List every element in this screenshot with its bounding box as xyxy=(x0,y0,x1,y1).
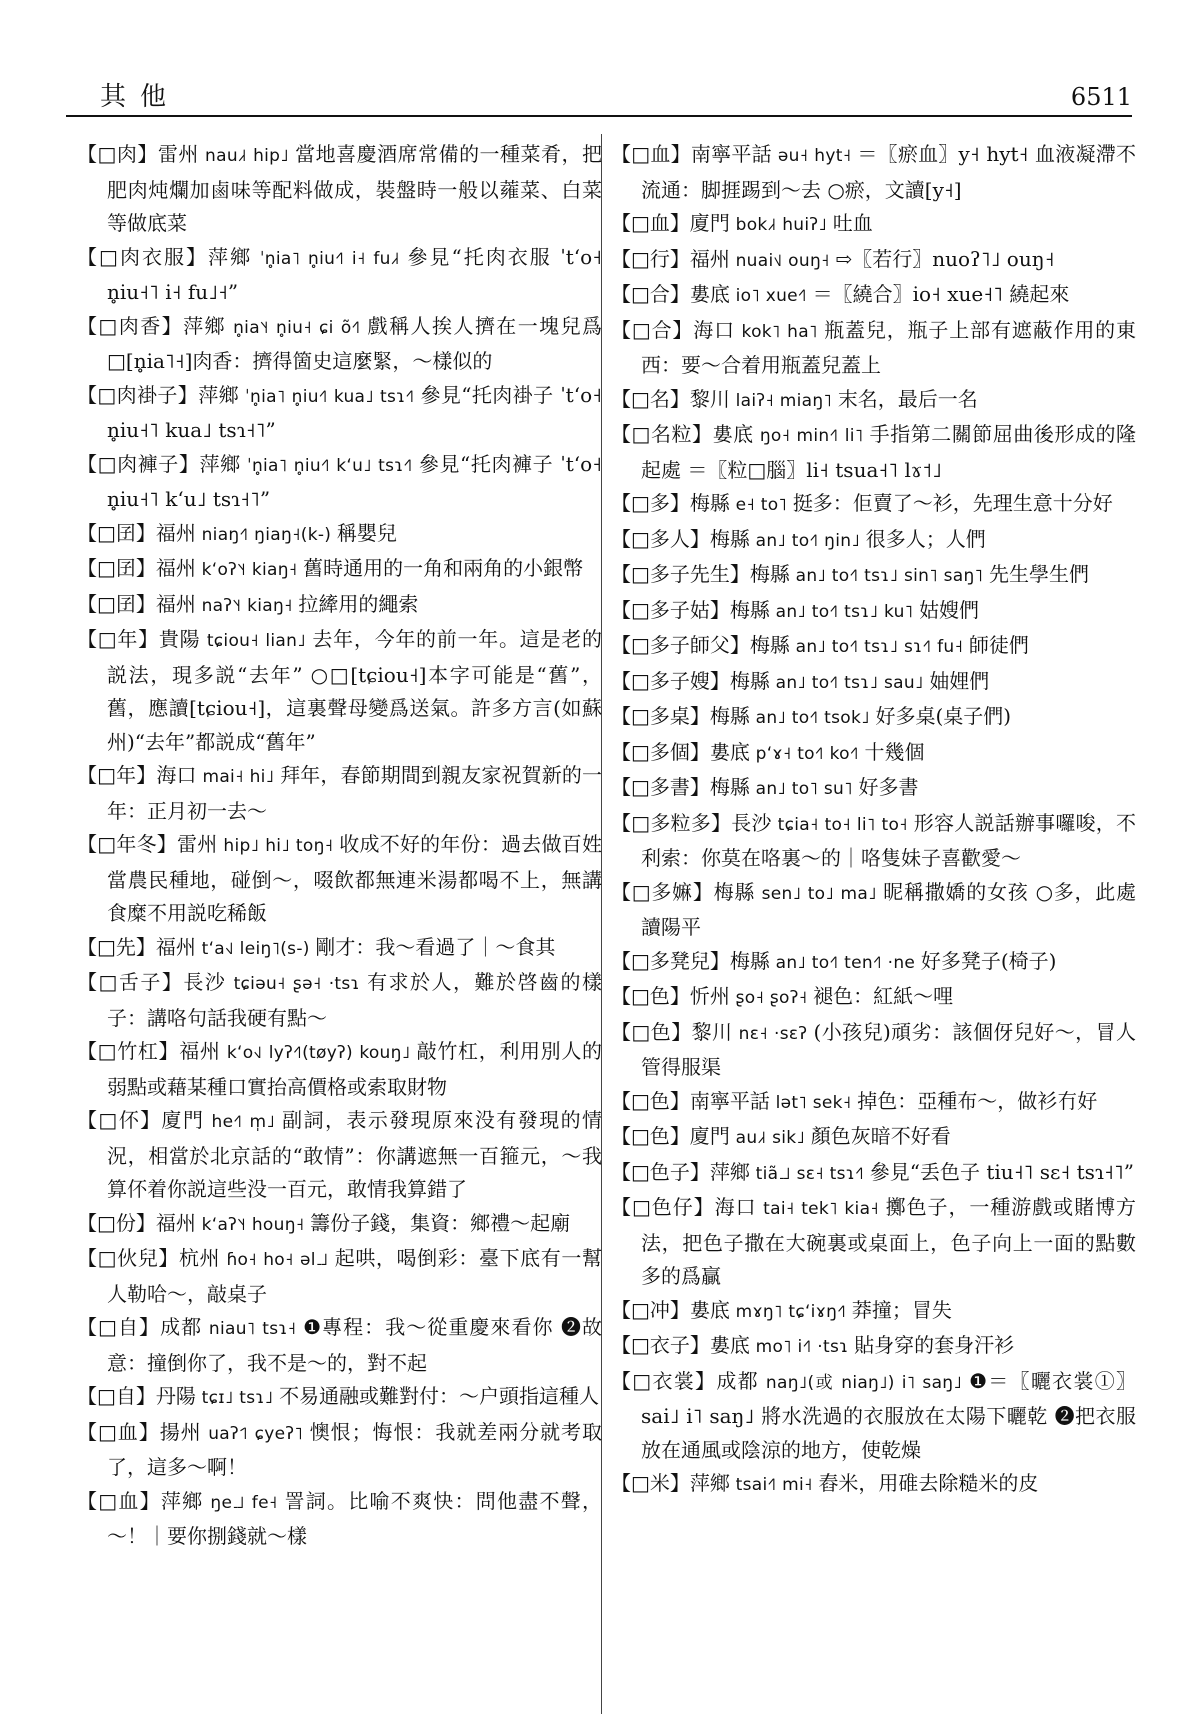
entry-headword: 【□色】 xyxy=(611,984,690,1008)
dictionary-entry xyxy=(611,487,1136,523)
entry-headword: 【□自】 xyxy=(77,1315,161,1339)
entry-phonetic: tiã˩˩ sɛ˧ tsɿ˧˥ xyxy=(749,1163,870,1184)
entry-definition: 懊恨；悔恨：我就差兩分就考取了，這多～啊！ xyxy=(107,1419,602,1479)
entry-definition: 舊時通用的一角和兩角的小銀幣 xyxy=(303,556,584,580)
entry-phonetic: tai˧ tek˥ kia˧ xyxy=(756,1199,886,1219)
entry-dialect: 黎川 xyxy=(689,386,730,411)
entry-definition: 參見“托肉褂子 ˈtʻo˧ n̥iu˧˥ kua˩ tsɿ˧˥” xyxy=(107,382,602,442)
entry-definition: 起哄，喝倒彩：臺下底有一幫人勒哈～，敲桌子 xyxy=(107,1246,602,1306)
section-title: 其他 xyxy=(100,82,181,112)
entry-dialect: 福州 xyxy=(155,556,196,580)
entry-dialect: 梅縣 xyxy=(749,562,790,586)
entry-headword: 【□多個】 xyxy=(611,739,710,764)
entry-headword: 【□合】 xyxy=(611,317,694,342)
dictionary-entry xyxy=(611,665,1136,701)
entry-definition: ❶專程：我～從重慶來看你 ❷故意：撞倒你了，我不是～的，對不起 xyxy=(107,1315,602,1375)
entry-definition: ＝〖繞合〗io˧ xue˧˥ 繞起來 xyxy=(812,282,1070,306)
entry-headword: 【□名】 xyxy=(611,386,690,411)
entry-phonetic: an˩ to˧˥ tsɿ˩ ku˥ xyxy=(769,601,920,622)
entry-phonetic: ˈn̥ia˥ n̥iu˧˥ kʻu˩ tsɿ˧˥ xyxy=(240,455,419,476)
entry-phonetic: io˥ xue˧˥ xyxy=(729,286,813,306)
entry-headword: 【□色】 xyxy=(611,1019,692,1044)
entry-headword: 【□多書】 xyxy=(611,775,710,799)
entry-dialect: 萍鄉 xyxy=(208,244,253,269)
entry-definition: 去年，今年的前一年。這是老的説法，現多説“去年” ○□[tɕiou˧]本字可能是“舊”，舊，應讀[tɕiou˧]，這裏聲母變爲送氣。許多方言(如蘇州)“去年”都説成“舊年” xyxy=(107,627,602,754)
running-header xyxy=(66,82,1132,112)
entry-headword: 【□年冬】 xyxy=(77,832,178,856)
entry-definition: 好多桌(桌子們) xyxy=(875,704,1012,728)
entry-phonetic: naʔ˥˧ kiaŋ˧ xyxy=(195,595,299,616)
entry-phonetic: əu˧ hyt˧ xyxy=(771,146,858,166)
entry-dialect: 福州 xyxy=(155,934,196,959)
entry-definition: 很多人；人們 xyxy=(865,526,986,551)
entry-phonetic: tɕiəu˧ ʂə˧ ·tsɿ xyxy=(226,974,368,994)
entry-dialect: 海口 xyxy=(693,317,735,342)
entry-definition: 吐血 xyxy=(832,211,873,235)
dictionary-entry xyxy=(611,383,1136,419)
entry-headword: 【□肉褂子】 xyxy=(77,382,199,407)
header-rule xyxy=(66,115,1132,117)
entry-dialect: 萍鄉 xyxy=(198,382,239,407)
dictionary-entry xyxy=(77,588,602,624)
dictionary-entry xyxy=(611,1365,1136,1468)
entry-dialect: 長沙 xyxy=(731,810,772,835)
entry-dialect: 海口 xyxy=(714,1195,757,1219)
entry-dialect: 雷州 xyxy=(157,142,199,166)
entry-dialect: 南寧平話 xyxy=(689,1088,770,1113)
dictionary-entry xyxy=(77,448,602,517)
entry-dialect: 成都 xyxy=(160,1315,203,1339)
entry-definition: 妯娌們 xyxy=(929,668,990,693)
entry-headword: 【□衣裳】 xyxy=(611,1368,717,1393)
entry-phonetic: an˩ to˧˥ ten˧˥ ·ne xyxy=(769,952,921,973)
entry-phonetic: n̥ia˥˧ n̥iu˧ ɕi õ˧˥ xyxy=(225,317,368,338)
entry-headword: 【□年】 xyxy=(77,627,159,651)
entry-phonetic: ɦo˧ ho˧ əl˩˩ xyxy=(220,1250,335,1270)
entry-headword: 【□血】 xyxy=(77,1488,161,1513)
entry-phonetic: lət˥ sek˧ xyxy=(769,1092,858,1113)
entry-phonetic: tsai˧˥ mi˧ xyxy=(729,1475,819,1495)
left-column xyxy=(77,138,602,1708)
entry-definition: 不易通融或難對付：～户頭指這種人 xyxy=(279,1384,600,1408)
entry-headword: 【□先】 xyxy=(77,934,156,959)
entry-dialect: 貴陽 xyxy=(158,627,201,651)
entry-phonetic: au˩˧ sik˩ xyxy=(729,1128,811,1148)
entry-dialect: 黎川 xyxy=(691,1019,733,1044)
entry-phonetic: an˩ to˧˥ tsɿ˩ sau˩ xyxy=(769,672,930,693)
dictionary-entry xyxy=(77,1104,602,1207)
entry-definition: 先生學生們 xyxy=(988,562,1089,586)
entry-dialect: 南寧平話 xyxy=(690,142,772,166)
entry-phonetic: kʻaʔ˥˧ houŋ˧ xyxy=(195,1214,311,1235)
entry-headword: 【□色仔】 xyxy=(611,1195,715,1219)
entry-headword: 【□合】 xyxy=(611,282,690,306)
entry-dialect: 廈門 xyxy=(689,211,730,235)
dictionary-entry xyxy=(611,138,1136,207)
entry-dialect: 廈門 xyxy=(161,1108,205,1132)
dictionary-entry xyxy=(77,552,602,588)
dictionary-entry xyxy=(611,558,1136,594)
entry-definition: 敲竹杠，利用別人的弱點或藉某種口實抬高價格或索取財物 xyxy=(107,1039,602,1099)
entry-phonetic: an˩ to˥ su˥ xyxy=(749,779,859,799)
entry-phonetic: he˧˥ m̩˩ xyxy=(204,1112,283,1132)
entry-dialect: 福州 xyxy=(689,246,730,271)
entry-headword: 【□舌子】 xyxy=(77,970,184,994)
entry-phonetic: uaʔ˦˥ ɕyeʔ˥ xyxy=(201,1423,310,1444)
entry-headword: 【□血】 xyxy=(611,142,691,166)
dictionary-entry xyxy=(611,594,1136,630)
entry-definition: ＝〖瘀血〗y˧ hyt˧ 血液凝滯不流通：脚捱踢到～去 ○瘀，文讀[y˧] xyxy=(641,142,1136,202)
entry-definition: 有求於人，難於啓齒的樣子：講咯句話我硬有點～ xyxy=(107,970,602,1030)
dictionary-entry xyxy=(611,418,1136,487)
entry-phonetic: tɕɪ˩ tsɿ˩ xyxy=(195,1388,280,1408)
entry-definition: 師徒們 xyxy=(968,633,1029,657)
dictionary-entry xyxy=(611,1294,1136,1330)
entry-definition: 顏色灰暗不好看 xyxy=(810,1124,951,1148)
dictionary-entry xyxy=(77,1207,602,1243)
entry-definition: 舂米，用碓去除糙米的皮 xyxy=(818,1471,1039,1495)
dictionary-entry xyxy=(611,1016,1136,1085)
entry-phonetic: ŋe˩˩ fe˧ xyxy=(203,1492,285,1513)
entry-definition: ⇨〖若行〗nuoʔ˥˩ ouŋ˧ xyxy=(835,246,1055,271)
entry-phonetic: niaŋ˧˥ ŋiaŋ˧(k-) xyxy=(195,524,337,545)
entry-definition: 莽撞；冒失 xyxy=(851,1297,952,1322)
dictionary-entry xyxy=(77,379,602,448)
entry-definition: 當地喜慶酒席常備的一種菜肴，把肥肉炖爛加鹵味等配料做成，裝盤時一般以蕹菜、白菜等做底菜 xyxy=(107,142,602,235)
entry-headword: 【□衣子】 xyxy=(611,1333,710,1357)
entry-definition: (小孩兒)頑劣：該個伢兒好～，冒人管得服渠 xyxy=(641,1019,1136,1079)
dictionary-entry xyxy=(77,1311,602,1380)
entry-dialect: 長沙 xyxy=(183,970,227,994)
entry-phonetic: e˧ to˥ xyxy=(729,495,793,515)
entry-headword: 【□肉香】 xyxy=(77,313,184,338)
dictionary-entry xyxy=(77,1242,602,1311)
entry-headword: 【□肉】 xyxy=(77,142,158,166)
dictionary-entry xyxy=(77,1380,602,1416)
entry-definition: 剛才：我～看過了｜～食其 xyxy=(315,934,556,959)
entry-phonetic: laiʔ˧ miaŋ˥ xyxy=(729,390,838,411)
dictionary-entry xyxy=(77,828,602,931)
entry-dialect: 梅縣 xyxy=(729,597,770,622)
dictionary-entry xyxy=(611,700,1136,736)
entry-dialect: 婁底 xyxy=(689,1297,730,1322)
entry-definition: 末名，最后一名 xyxy=(837,386,978,411)
entry-definition: 好多凳子(椅子) xyxy=(920,948,1057,973)
entry-phonetic: an˩ to˧˥ tsok˩ xyxy=(749,708,876,728)
entry-phonetic: an˩ to˧˥ tsɿ˩ sɿ˧˥ fu˧ xyxy=(789,637,969,657)
page-number: 6511 xyxy=(1070,83,1132,111)
entry-phonetic: hip˩ hi˩ toŋ˧ xyxy=(217,836,340,856)
entry-headword: 【□多】 xyxy=(611,491,690,515)
entry-definition: 副詞，表示發現原來没有發現的情況，相當於北京話的“敢情”：你講遮無一百箍元，～我算伓着你説這些没一百元，敢情我算錯了 xyxy=(107,1108,602,1201)
entry-phonetic: bok˩˧ huiʔ˩ xyxy=(729,215,833,235)
entry-dialect: 萍鄉 xyxy=(199,451,241,476)
entry-definition: 瓶蓋兒，瓶子上部有遮蔽作用的東西：要～合着用瓶蓋兒蓋上 xyxy=(641,317,1136,377)
entry-headword: 【□多粒多】 xyxy=(611,810,732,835)
dictionary-entry xyxy=(77,310,602,379)
entry-definition: 形容人説話辦事囉唆，不利索：你莫在咯裏～的｜咯隻妹子喜歡愛～ xyxy=(641,810,1136,870)
entry-dialect: 梅縣 xyxy=(709,526,750,551)
entry-phonetic: nɛ˧ ·sɛʔ xyxy=(732,1023,814,1044)
entry-definition: 十幾個 xyxy=(864,739,925,764)
dictionary-entry xyxy=(77,1416,602,1485)
entry-dialect: 福州 xyxy=(155,591,196,616)
entry-phonetic: kʻo˧˩ lyʔ˧˥(tøyʔ) kouŋ˩ xyxy=(220,1043,417,1063)
entry-headword: 【□多嫲】 xyxy=(611,879,714,904)
entry-definition: 貼身穿的套身汗衫 xyxy=(854,1333,1015,1357)
entry-headword: 【□份】 xyxy=(77,1210,156,1235)
dictionary-entry xyxy=(611,771,1136,807)
entry-definition: 稱嬰兒 xyxy=(336,520,397,545)
dictionary-entry xyxy=(611,243,1136,279)
entry-dialect: 廈門 xyxy=(689,1124,730,1148)
entry-dialect: 梅縣 xyxy=(729,948,770,973)
right-column xyxy=(611,138,1136,1708)
entry-definition: 好多書 xyxy=(858,775,919,799)
entry-headword: 【□竹杠】 xyxy=(77,1039,180,1063)
entry-dialect: 萍鄉 xyxy=(689,1471,730,1495)
entry-definition: 詈詞。比喻不爽快：問他盡不聲，～！｜要你捌錢就～樣 xyxy=(107,1488,602,1548)
entry-phonetic: ʂo˧ ʂoʔ˧ xyxy=(729,988,814,1008)
entry-headword: 【□囝】 xyxy=(77,556,156,580)
entry-headword: 【□多桌】 xyxy=(611,704,710,728)
entry-headword: 【□冲】 xyxy=(611,1297,690,1322)
entry-dialect: 萍鄉 xyxy=(709,1159,750,1184)
entry-definition: 參見“托肉褲子 ˈtʻo˧ n̥iu˧˥ kʻu˩ tsɿ˧˥” xyxy=(107,451,602,511)
entry-dialect: 梅縣 xyxy=(689,491,730,515)
entry-dialect: 梅縣 xyxy=(713,879,756,904)
dictionary-entry xyxy=(77,966,602,1035)
entry-definition: 掉色：亞種布～，做衫冇好 xyxy=(857,1088,1098,1113)
entry-definition: 戲稱人挨人擠在一塊兒爲□[n̥ia˥˧]肉香：擠得箇史這麼緊，～樣似的 xyxy=(107,313,602,373)
dictionary-entry xyxy=(611,980,1136,1016)
entry-dialect: 萍鄉 xyxy=(183,313,226,338)
entry-headword: 【□肉褲子】 xyxy=(77,451,200,476)
entry-phonetic: mo˥ i˧˥ ·tsɿ xyxy=(749,1337,855,1357)
dictionary-entry xyxy=(77,241,602,310)
dictionary-entry xyxy=(77,517,602,553)
entry-phonetic: an˩ to˧˥ tsɿ˩ sin˥ saŋ˥ xyxy=(789,566,989,586)
entry-headword: 【□色】 xyxy=(611,1124,690,1148)
entry-dialect: 海口 xyxy=(156,763,197,787)
entry-headword: 【□自】 xyxy=(77,1384,156,1408)
entry-definition: 褪色：紅紙～哩 xyxy=(813,984,954,1008)
dictionary-entry xyxy=(611,945,1136,981)
dictionary-entry xyxy=(77,1485,602,1554)
entry-headword: 【□囝】 xyxy=(77,520,156,545)
entry-phonetic: mai˧ hi˩ xyxy=(196,767,281,787)
entry-phonetic: sen˩ to˩ ma˩ xyxy=(755,883,884,904)
entry-dialect: 婁底 xyxy=(709,739,750,764)
entry-definition: 拜年，春節期間到親友家祝賀新的一年：正月初一去～ xyxy=(107,763,602,823)
entry-phonetic: ˈn̥ia˥ n̥iu˧˥ i˧ fu˩˧ xyxy=(252,248,408,269)
entry-definition: 手指第二關節屈曲後形成的隆起處 ＝〖粒□腦〗li˧ tsua˧˥ lɤ˦˩ xyxy=(641,422,1136,482)
entry-definition: 挺多：佢賣了～衫，先理生意十分好 xyxy=(792,491,1113,515)
entry-definition: 籌份子錢，集資：鄉禮～起廟 xyxy=(310,1210,571,1235)
entry-definition: ❶＝〖曬衣裳①〗sai˩ i˥ saŋ˩ 將水洗過的衣服放在太陽下曬乾 ❷把衣服放在通風或陰涼的地方，使乾燥 xyxy=(641,1368,1136,1462)
entry-definition: 參見“丢色子 tiu˧˥ sɛ˧ tsɿ˧˥” xyxy=(869,1159,1134,1184)
entry-dialect: 福州 xyxy=(155,520,196,545)
entry-phonetic: tʻa˧˩ leiŋ˥(s-) xyxy=(195,938,316,959)
entry-headword: 【□血】 xyxy=(77,1419,160,1444)
entry-phonetic: ŋo˧ min˧˥ li˥ xyxy=(753,426,870,446)
entry-definition: 擲色子，一種游戲或賭博方法，把色子撒在大碗裏或桌面上，色子向上一面的點數多的爲贏 xyxy=(641,1195,1136,1288)
entry-headword: 【□年】 xyxy=(77,763,157,787)
entry-phonetic: tɕia˧ to˧ li˥ to˧ xyxy=(771,814,914,835)
entry-phonetic: ˈn̥ia˥ n̥iu˧˥ kua˩ tsɿ˧˥ xyxy=(238,386,421,407)
entry-headword: 【□行】 xyxy=(611,246,690,271)
dictionary-entry xyxy=(611,736,1136,772)
dictionary-entry xyxy=(611,207,1136,243)
entry-phonetic: niau˥ tsɿ˧ xyxy=(202,1319,304,1339)
dictionary-entry xyxy=(611,629,1136,665)
entry-phonetic: an˩ to˧˥ ŋin˩ xyxy=(749,530,866,551)
entry-dialect: 梅縣 xyxy=(729,668,770,693)
entry-dialect: 福州 xyxy=(155,1210,196,1235)
dictionary-entry xyxy=(77,623,602,759)
entry-headword: 【□多人】 xyxy=(611,526,710,551)
dictionary-entry xyxy=(611,1191,1136,1294)
entry-phonetic: nuai˦˩ ouŋ˧ xyxy=(729,250,836,271)
entry-headword: 【□多子姑】 xyxy=(611,597,730,622)
dictionary-entry xyxy=(611,1156,1136,1192)
entry-definition: 拉縴用的繩索 xyxy=(298,591,419,616)
entry-phonetic: mɤŋ˥ tɕʻiɤŋ˧˥ xyxy=(729,1301,852,1322)
dictionary-entry xyxy=(611,523,1136,559)
entry-phonetic: kʻoʔ˥˧ kiaŋ˧ xyxy=(195,560,304,580)
entry-dialect: 婁底 xyxy=(689,282,730,306)
dictionary-entry xyxy=(611,1467,1136,1503)
entry-headword: 【□囝】 xyxy=(77,591,156,616)
entry-headword: 【□肉衣服】 xyxy=(77,244,209,269)
entry-headword: 【□多子師父】 xyxy=(611,633,750,657)
entry-dialect: 婁底 xyxy=(712,422,754,446)
dictionary-entry xyxy=(77,931,602,967)
entry-headword: 【□多子先生】 xyxy=(611,562,750,586)
entry-headword: 【□多凳兒】 xyxy=(611,948,730,973)
entry-headword: 【□血】 xyxy=(611,211,690,235)
entry-phonetic: pʻɤ˧ to˧˥ ko˧˥ xyxy=(749,743,865,764)
entry-dialect: 揚州 xyxy=(159,1419,202,1444)
entry-definition: 參見“托肉衣服 ˈtʻo˧ n̥iu˧˥ i˧ fu˩˧” xyxy=(107,244,602,304)
entry-dialect: 梅縣 xyxy=(749,633,790,657)
entry-headword: 【□多子嫂】 xyxy=(611,668,730,693)
entry-headword: 【□名粒】 xyxy=(611,422,713,446)
entry-phonetic: kok˥ ha˥ xyxy=(734,321,825,342)
entry-dialect: 婁底 xyxy=(709,1333,750,1357)
dictionary-entry xyxy=(77,138,602,241)
entry-headword: 【□伓】 xyxy=(77,1108,162,1132)
dictionary-entry xyxy=(611,807,1136,876)
dictionary-entry xyxy=(611,1329,1136,1365)
entry-dialect: 梅縣 xyxy=(709,775,750,799)
entry-dialect: 雷州 xyxy=(177,832,218,856)
entry-headword: 【□伙兒】 xyxy=(77,1246,179,1270)
entry-dialect: 萍鄉 xyxy=(160,1488,204,1513)
dictionary-entry xyxy=(611,314,1136,383)
entry-definition: 昵稱撒嬌的女孩 ○多，此處讀陽平 xyxy=(641,879,1136,939)
dictionary-entry xyxy=(611,876,1136,945)
entry-phonetic: tɕiou˧ lian˩ xyxy=(200,631,313,651)
entry-dialect: 梅縣 xyxy=(709,704,750,728)
entry-phonetic: naŋ˩(或 niaŋ˩) i˥ saŋ˩ xyxy=(758,1372,970,1393)
dictionary-entry xyxy=(611,1085,1136,1121)
entry-definition: 姑嫂們 xyxy=(919,597,980,622)
entry-dialect: 成都 xyxy=(716,1368,759,1393)
entry-headword: 【□米】 xyxy=(611,1471,690,1495)
entry-definition: 收成不好的年份：過去做百姓當農民種地，碰倒～，啜飲都無連米湯都喝不上，無講食糜不用説吃稀飯 xyxy=(107,832,602,925)
dictionary-entry xyxy=(611,1120,1136,1156)
entry-phonetic: nau˩˧ hip˩ xyxy=(198,146,296,166)
entry-dialect: 杭州 xyxy=(178,1246,221,1270)
dictionary-entry xyxy=(77,759,602,828)
dictionary-entry xyxy=(77,1035,602,1104)
entry-headword: 【□色】 xyxy=(611,1088,690,1113)
entry-headword: 【□色子】 xyxy=(611,1159,710,1184)
dictionary-entry xyxy=(611,278,1136,314)
entry-dialect: 丹陽 xyxy=(155,1384,196,1408)
entry-dialect: 忻州 xyxy=(689,984,730,1008)
entry-dialect: 福州 xyxy=(179,1039,221,1063)
